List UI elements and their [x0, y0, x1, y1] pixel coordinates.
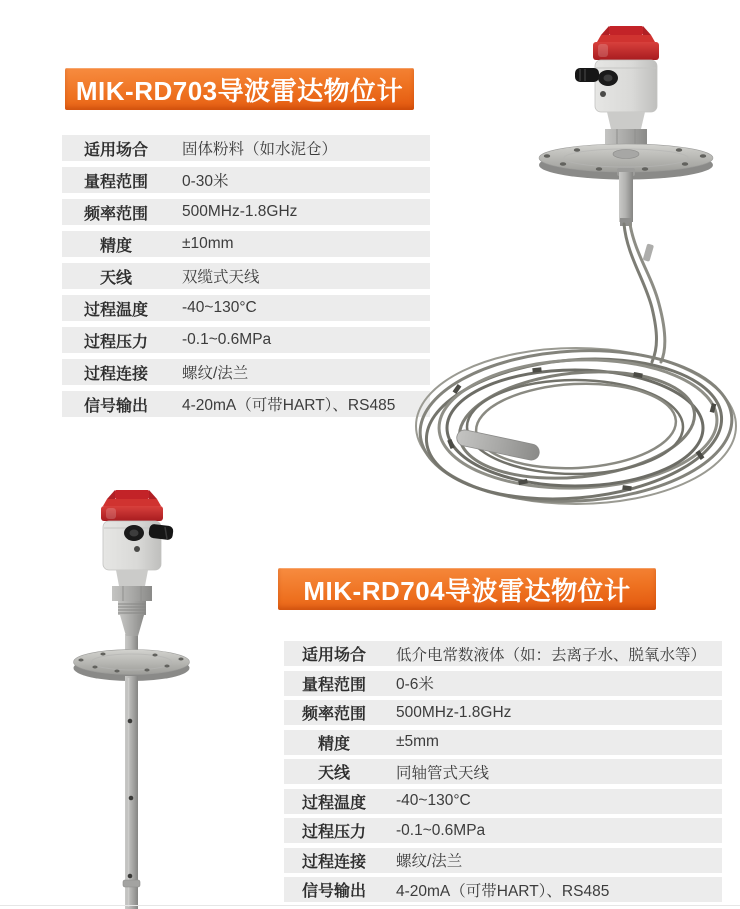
spec-label: 精度 — [317, 735, 350, 753]
product-photo-rd703-double-cable-meter — [395, 8, 740, 508]
spec-value: 4-20mA（可带HART）、RS485 — [396, 882, 610, 900]
spec-value: -0.1~0.6MPa — [182, 331, 272, 348]
spec-value: 同轴管式天线 — [396, 764, 490, 782]
spec-row-application — [62, 135, 430, 161]
spec-value: 4-20mA（可带HART）、RS485 — [182, 397, 396, 414]
spec-value: -40~130°C — [182, 299, 257, 316]
spec-label: 天线 — [317, 765, 350, 782]
spec-row-frequency — [284, 700, 722, 725]
spec-label: 天线 — [99, 269, 132, 287]
spec-value: 螺纹/法兰 — [396, 853, 463, 870]
spec-label: 过程连接 — [83, 365, 148, 383]
spec-row-frequency — [62, 199, 430, 225]
spec-row-pressure — [62, 327, 430, 353]
spec-row-antenna — [62, 263, 430, 289]
spec-table-rd704 — [284, 641, 722, 907]
spec-row-range — [284, 671, 722, 696]
spec-label: 信号输出 — [301, 883, 366, 900]
spec-value: 500MHz-1.8GHz — [396, 703, 512, 721]
spec-value: ±5mm — [396, 733, 439, 750]
product-title-rd704: MIK-RD704导波雷达物位计 — [278, 568, 656, 610]
cable-coil — [416, 343, 736, 508]
product-title-rd703: MIK-RD703导波雷达物位计 — [65, 68, 414, 110]
spec-label: 过程压力 — [301, 824, 366, 841]
spec-row-connection — [62, 359, 430, 385]
spec-value: ±10mm — [182, 235, 234, 252]
spec-row-temperature — [62, 295, 430, 321]
spec-label: 适用场合 — [83, 141, 148, 159]
double-cable-antenna — [617, 168, 665, 362]
spec-label: 信号输出 — [83, 397, 148, 415]
spec-value: 固体粉料（如水泥仓） — [182, 141, 338, 158]
spec-row-output — [284, 877, 722, 902]
spec-row-application — [284, 641, 722, 666]
spec-label: 过程温度 — [83, 301, 148, 319]
spec-value: -0.1~0.6MPa — [396, 821, 486, 839]
coaxial-tube-antenna-lower — [123, 676, 140, 909]
spec-row-connection — [284, 848, 722, 873]
spec-row-output — [62, 391, 430, 417]
transmitter-housing — [101, 490, 174, 636]
spec-label: 频率范围 — [83, 205, 148, 223]
spec-label: 量程范围 — [83, 173, 148, 191]
transmitter-housing — [575, 26, 659, 158]
spec-label: 过程连接 — [301, 853, 366, 871]
spec-label: 过程温度 — [301, 794, 366, 812]
spec-value: -40~130°C — [396, 792, 471, 809]
spec-label: 过程压力 — [83, 333, 148, 351]
spec-table-rd703 — [62, 135, 430, 423]
product-photo-rd704-coaxial-tube-meter — [35, 478, 265, 909]
spec-row-accuracy — [284, 730, 722, 755]
spec-value: 螺纹/法兰 — [182, 365, 249, 382]
spec-row-pressure — [284, 818, 722, 843]
spec-value: 0-6米 — [396, 676, 434, 693]
page-bottom-divider — [0, 905, 740, 906]
spec-value: 低介电常数液体（如：去离子水、脱氧水等） — [396, 646, 707, 664]
spec-row-accuracy — [62, 231, 430, 257]
spec-value: 双缆式天线 — [182, 269, 260, 286]
spec-label: 量程范围 — [301, 676, 366, 694]
spec-row-range — [62, 167, 430, 193]
spec-value: 500MHz-1.8GHz — [182, 203, 298, 220]
spec-value: 0-30米 — [182, 173, 229, 190]
spec-label: 频率范围 — [301, 706, 366, 723]
spec-row-antenna — [284, 759, 722, 784]
spec-label: 精度 — [99, 237, 132, 255]
spec-row-temperature — [284, 789, 722, 814]
spec-label: 适用场合 — [301, 647, 366, 664]
